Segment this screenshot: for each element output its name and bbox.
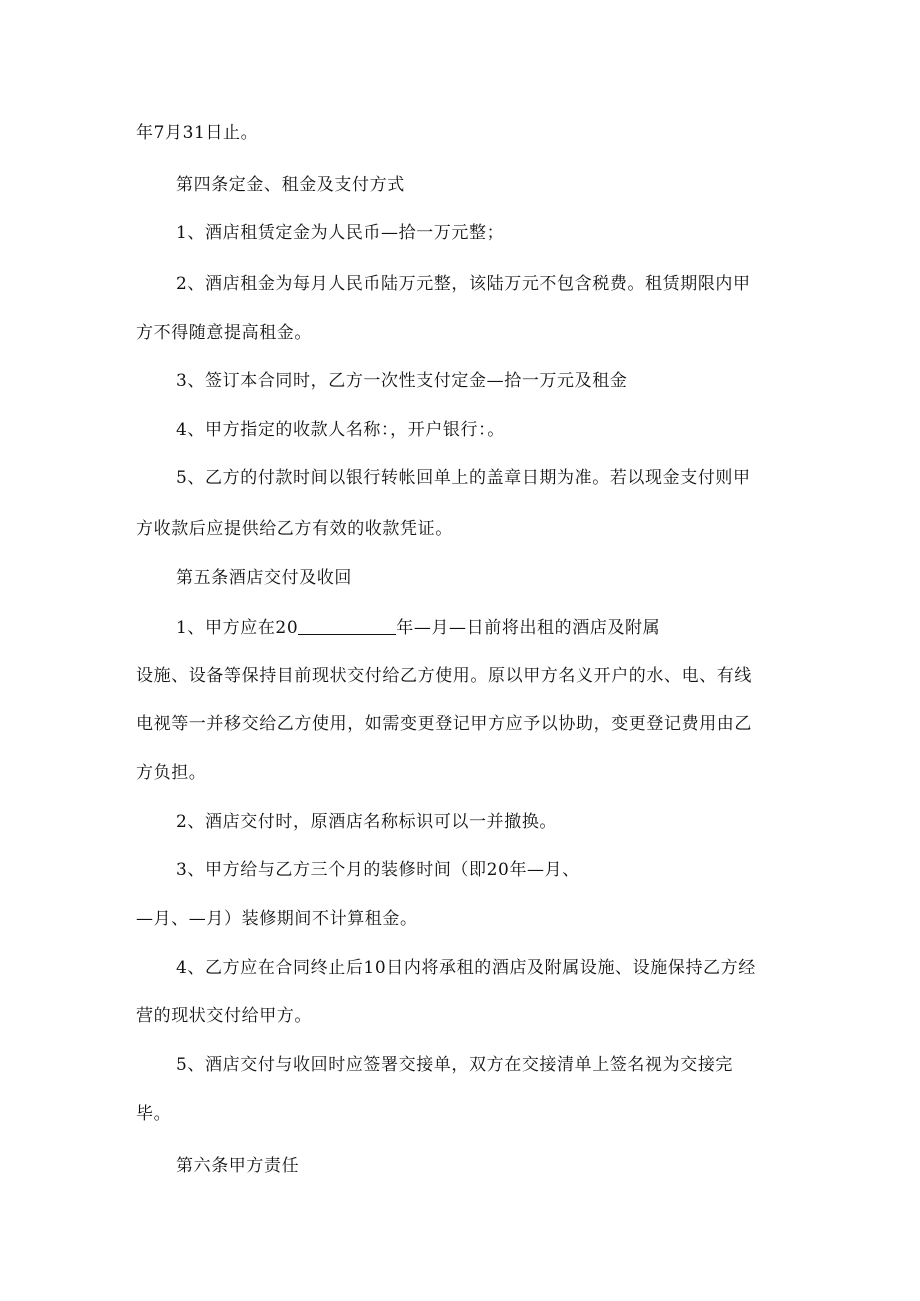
text-line: 方收款后应提供给乙方有效的收款凭证。 (136, 519, 453, 539)
text-line: 5、酒店交付与收回时应签署交接单，双方在交接清单上签名视为交接完 (176, 1055, 734, 1075)
fill-in-blank (298, 618, 396, 635)
text-line: 毕。 (136, 1104, 172, 1124)
text-line: 4、甲方指定的收款人名称：，开户银行：。 (176, 420, 505, 440)
text-line: 2、酒店租金为每月人民币陆万元整，该陆万元不包含税费。租赁期限内甲 (176, 274, 751, 294)
text-line: 5、乙方的付款时间以银行转帐回单上的盖章日期为准。若以现金支付则甲 (176, 468, 751, 488)
text-line: 设施、设备等保持目前现状交付给乙方使用。原以甲方名义开户的水、电、有线 (136, 666, 752, 686)
text-segment: 年—月—日前将出租的酒店及附属 (396, 618, 661, 638)
text-line: 电视等一并移交给乙方使用，如需变更登记甲方应予以协助，变更登记费用由乙 (136, 714, 752, 734)
text-line: 方负担。 (136, 763, 207, 783)
text-line: 方不得随意提高租金。 (136, 323, 312, 343)
text-line: 1、酒店租赁定金为人民币—拾一万元整； (176, 223, 505, 243)
text-line: 4、乙方应在合同终止后10日内将承租的酒店及附属设施、设施保持乙方经 (176, 958, 756, 978)
section-heading: 第五条酒店交付及收回 (176, 568, 352, 588)
text-line (176, 617, 660, 639)
text-line: 营的现状交付给甲方。 (136, 1006, 312, 1026)
text-line: 2、酒店交付时，原酒店名称标识可以一并撤换。 (176, 812, 558, 832)
text-line: 3、签订本合同时，乙方一次性支付定金—拾一万元及租金 (176, 371, 628, 391)
section-heading: 第四条定金、租金及支付方式 (176, 175, 405, 195)
text-segment: 1、甲方应在20 (176, 618, 299, 638)
text-line: —月、—月）装修期间不计算租金。 (136, 909, 418, 929)
section-heading: 第六条甲方责任 (176, 1156, 300, 1176)
text-line: 3、甲方给与乙方三个月的装修时间（即20年—月、 (176, 860, 580, 880)
text-line: 年7月31日止。 (136, 123, 259, 143)
